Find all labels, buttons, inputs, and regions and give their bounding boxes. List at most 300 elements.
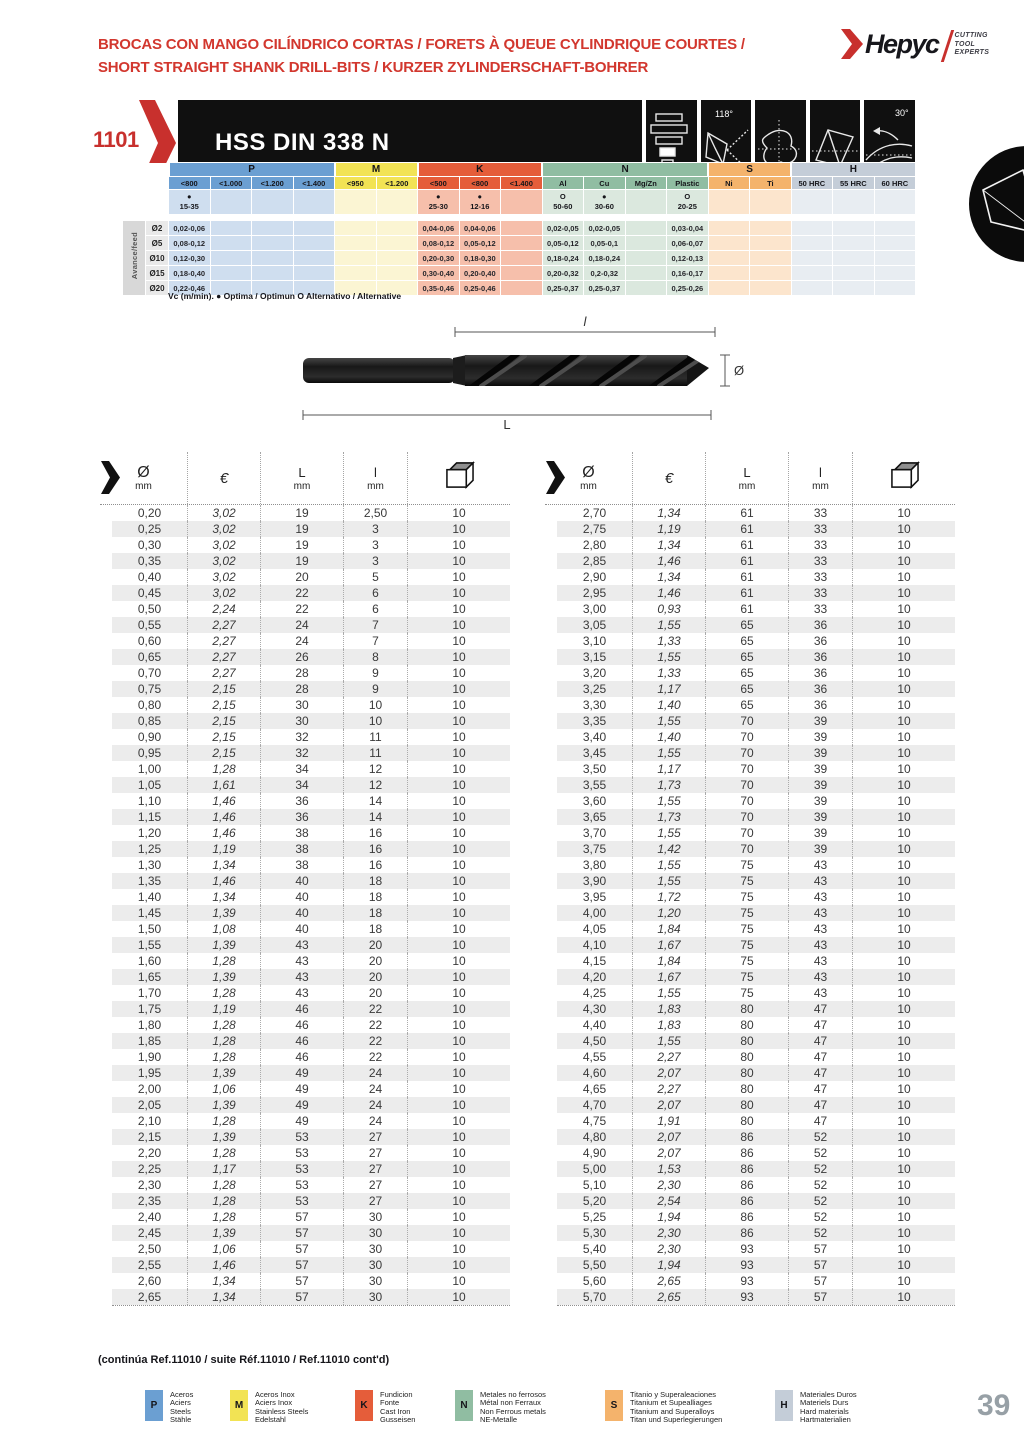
cell: 16	[343, 841, 407, 857]
cell: 46	[260, 1033, 343, 1049]
table-row	[557, 825, 955, 841]
cell: 2,30	[632, 1225, 705, 1241]
feed-value-cell: 0,25-0,37	[584, 281, 626, 296]
cell: 1,34	[632, 569, 705, 585]
cell: 34	[260, 777, 343, 793]
material-subheader: Plastic	[667, 177, 709, 190]
feed-value-cell: 0,25-0,37	[542, 281, 584, 296]
cell: 1,46	[187, 809, 260, 825]
table-row	[112, 1017, 510, 1033]
catalog-header	[100, 452, 510, 505]
cell: 1,55	[632, 617, 705, 633]
cell: 1,28	[187, 953, 260, 969]
cell: 57	[788, 1241, 852, 1257]
cell: 2,15	[187, 745, 260, 761]
table-row	[112, 1129, 510, 1145]
cell: 10	[852, 505, 955, 521]
cell: 10	[852, 1129, 955, 1145]
vc-marker: ●	[477, 192, 483, 201]
total-length-label: L	[503, 417, 511, 430]
vc-cell	[708, 190, 750, 215]
cell: 93	[705, 1273, 788, 1289]
feed-value-cell	[252, 221, 294, 236]
legend-line: Hard materials	[800, 1406, 849, 1416]
legend-text	[480, 1390, 546, 1424]
cell: 9	[343, 681, 407, 697]
vc-cell	[584, 190, 626, 215]
feed-value-cell: 0,18-0,40	[169, 266, 211, 281]
cell: 4,60	[582, 1066, 607, 1080]
cell: 1,20	[632, 905, 705, 921]
cell: 1,28	[187, 1177, 260, 1193]
table-row	[112, 1161, 510, 1177]
cell: 57	[788, 1289, 852, 1305]
table-row	[557, 921, 955, 937]
feed-value-cell: 0,08-0,12	[418, 236, 460, 251]
cell: 65	[705, 649, 788, 665]
cell: 10	[852, 633, 955, 649]
feed-value-cell	[210, 251, 252, 266]
cell: 10	[852, 841, 955, 857]
material-data-row	[123, 266, 916, 281]
cell: 30	[343, 1209, 407, 1225]
table-row	[557, 1097, 955, 1113]
vc-cell	[252, 190, 294, 215]
legend-line: Cast Iron	[380, 1406, 411, 1416]
cell: 4,05	[582, 922, 607, 936]
cell: 1,39	[187, 905, 260, 921]
drill-diagram	[295, 316, 747, 435]
material-subheader: 50 HRC	[791, 177, 833, 190]
cell: 2,85	[582, 554, 607, 568]
cell: 1,55	[632, 1033, 705, 1049]
feed-value-cell	[874, 281, 916, 296]
col-header-total-length	[705, 452, 788, 504]
vc-value: 12-16	[470, 202, 490, 211]
vc-value: 25-30	[428, 202, 448, 211]
table-row	[112, 537, 510, 553]
cell: 1,60	[137, 954, 162, 968]
cell: 2,27	[187, 665, 260, 681]
table-row	[112, 633, 510, 649]
cell: 10	[407, 537, 510, 553]
feed-value-cell: 0,22-0,46	[169, 281, 211, 296]
cell: 70	[705, 777, 788, 793]
cell: 70	[705, 713, 788, 729]
legend-line: Stähle	[170, 1414, 192, 1424]
table-row	[557, 985, 955, 1001]
table-row	[112, 1049, 510, 1065]
col-header-sub: mm	[738, 481, 756, 492]
cell: 30	[260, 697, 343, 713]
cell: 1,45	[137, 906, 162, 920]
cell: 46	[260, 1001, 343, 1017]
table-row	[557, 905, 955, 921]
table-row	[112, 905, 510, 921]
legend	[0, 1390, 1024, 1434]
cell: 1,28	[187, 1017, 260, 1033]
feed-value-cell	[293, 251, 335, 266]
cell: 39	[788, 809, 852, 825]
cell: 10	[407, 1113, 510, 1129]
cell: 10	[852, 713, 955, 729]
cell: 10	[852, 761, 955, 777]
cell: 1,28	[187, 1145, 260, 1161]
cell: 10	[407, 873, 510, 889]
cell: 3,55	[582, 778, 607, 792]
material-group-header: H	[791, 163, 916, 177]
legend-text	[800, 1390, 857, 1424]
feed-value-cell	[874, 221, 916, 236]
material-subheader: <800	[169, 177, 211, 190]
diameter-row-label: Ø20	[146, 281, 169, 296]
cell: 20	[343, 985, 407, 1001]
cell: 33	[788, 537, 852, 553]
table-row	[557, 969, 955, 985]
table-row	[557, 697, 955, 713]
table-row	[557, 953, 955, 969]
cell: 1,10	[137, 794, 162, 808]
cell: 3,80	[582, 858, 607, 872]
cell: 0,60	[137, 634, 162, 648]
cell: 2,27	[187, 633, 260, 649]
table-row	[112, 777, 510, 793]
cell: 10	[852, 1049, 955, 1065]
vc-footnote: Vc (m/min). ● Optima / Optimun O Alternativo / Alternative	[168, 291, 402, 301]
cell: 5,20	[582, 1194, 607, 1208]
cell: 2,05	[137, 1098, 162, 1112]
cell: 1,94	[632, 1257, 705, 1273]
cell: 2,55	[137, 1258, 162, 1272]
table-row	[112, 697, 510, 713]
feed-value-cell	[625, 236, 667, 251]
catalog-table-left	[100, 452, 510, 1306]
feed-value-cell: 0,20-0,40	[459, 266, 501, 281]
cell: 3,40	[582, 730, 607, 744]
cell: 4,90	[582, 1146, 607, 1160]
feed-value-cell	[252, 251, 294, 266]
cell: 39	[788, 793, 852, 809]
feed-value-cell: 0,12-0,13	[667, 251, 709, 266]
vc-cell	[418, 190, 460, 215]
legend-line: Fonte	[380, 1398, 400, 1408]
cell: 43	[788, 985, 852, 1001]
feed-value-cell	[708, 281, 750, 296]
cell: 10	[852, 1113, 955, 1129]
feed-value-cell: 0,18-0,24	[542, 251, 584, 266]
cell: 2,30	[632, 1177, 705, 1193]
table-row	[112, 1033, 510, 1049]
cell: 2,50	[343, 505, 407, 521]
cell: 1,91	[632, 1113, 705, 1129]
product-name: HSS DIN 338 N	[215, 129, 390, 156]
cell: 1,84	[632, 953, 705, 969]
material-subheader: <800	[459, 177, 501, 190]
vc-marker: ●	[436, 192, 441, 201]
table-row	[557, 793, 955, 809]
feed-value-cell	[335, 251, 377, 266]
cell: 10	[852, 617, 955, 633]
table-row	[112, 953, 510, 969]
cell: 43	[788, 937, 852, 953]
cell: 10	[852, 649, 955, 665]
cell: 10	[852, 1065, 955, 1081]
cell: 10	[852, 1001, 955, 1017]
package-cube-icon	[888, 461, 921, 495]
cell: 5	[343, 569, 407, 585]
cell: 0,50	[137, 602, 162, 616]
cell: 8	[343, 649, 407, 665]
cell: 10	[407, 953, 510, 969]
cell: 22	[343, 1017, 407, 1033]
cell: 70	[705, 729, 788, 745]
legend-line: Steels	[170, 1406, 191, 1416]
cell: 5,40	[582, 1242, 607, 1256]
cell: 75	[705, 905, 788, 921]
material-vc-row	[123, 190, 916, 215]
cell: 3,02	[187, 521, 260, 537]
table-row	[557, 1257, 955, 1273]
legend-line: Aciers Inox	[255, 1398, 293, 1408]
cell: 6	[343, 601, 407, 617]
cell: 2,27	[632, 1049, 705, 1065]
drill-shank	[303, 358, 455, 383]
cell: 61	[705, 601, 788, 617]
cell: 2,95	[582, 586, 607, 600]
cell: 2,10	[137, 1114, 162, 1128]
table-row	[557, 1129, 955, 1145]
material-subheader: <500	[418, 177, 460, 190]
vc-cell	[791, 190, 833, 215]
legend-line: Non Ferrous metals	[480, 1406, 546, 1416]
feed-value-cell: 0,20-0,32	[542, 266, 584, 281]
cell: 1,28	[187, 985, 260, 1001]
cell: 3	[343, 537, 407, 553]
cell: 10	[407, 729, 510, 745]
legend-line: Titanium et Supealliages	[630, 1398, 712, 1408]
legend-line: Aciers	[170, 1398, 191, 1408]
cell: 70	[705, 761, 788, 777]
cell: 47	[788, 1081, 852, 1097]
cell: 57	[260, 1273, 343, 1289]
cell: 0,70	[137, 666, 162, 680]
cell: 36	[788, 617, 852, 633]
cell: 10	[852, 665, 955, 681]
legend-line: Stainless Steels	[255, 1406, 309, 1416]
cell: 2,24	[187, 601, 260, 617]
cell: 33	[788, 569, 852, 585]
table-row	[557, 761, 955, 777]
cell: 10	[407, 521, 510, 537]
cell: 39	[788, 825, 852, 841]
cell: 86	[705, 1145, 788, 1161]
cell: 1,25	[137, 842, 162, 856]
cell: 49	[260, 1097, 343, 1113]
cell: 4,70	[582, 1098, 607, 1112]
table-row	[557, 553, 955, 569]
table-row	[557, 889, 955, 905]
table-row	[112, 793, 510, 809]
diameter-label: Ø	[734, 363, 745, 378]
table-row	[112, 1273, 510, 1289]
cell: 10	[407, 1033, 510, 1049]
cell: 1,70	[137, 986, 162, 1000]
cell: 53	[260, 1145, 343, 1161]
cell: 0,25	[137, 522, 162, 536]
cell: 10	[852, 729, 955, 745]
table-row	[112, 1177, 510, 1193]
cell: 2,15	[187, 713, 260, 729]
cell: 36	[260, 793, 343, 809]
feed-value-cell: 0,2-0,32	[584, 266, 626, 281]
spacer-cell	[123, 177, 169, 190]
feed-value-cell: 0,08-0,12	[169, 236, 211, 251]
col-header-main: €	[219, 469, 229, 487]
cell: 1,17	[632, 761, 705, 777]
cell: 10	[407, 937, 510, 953]
table-row	[557, 1241, 955, 1257]
cell: 1,28	[187, 761, 260, 777]
cell: 2,27	[632, 1081, 705, 1097]
cell: 10	[407, 569, 510, 585]
cell: 10	[407, 761, 510, 777]
cell: 80	[705, 1049, 788, 1065]
cell: 93	[705, 1241, 788, 1257]
cell: 1,72	[632, 889, 705, 905]
cell: 10	[407, 809, 510, 825]
cell: 10	[852, 809, 955, 825]
table-row	[557, 937, 955, 953]
cell: 1,55	[632, 649, 705, 665]
cell: 57	[788, 1273, 852, 1289]
cell: 10	[852, 921, 955, 937]
cell: 10	[852, 1033, 955, 1049]
cell: 10	[852, 1145, 955, 1161]
cell: 3,95	[582, 890, 607, 904]
cell: 5,00	[582, 1162, 607, 1176]
cell: 10	[407, 1193, 510, 1209]
table-row	[112, 1081, 510, 1097]
cell: 24	[260, 617, 343, 633]
feed-value-cell: 0,05-0,12	[459, 236, 501, 251]
col-header-sub: mm	[580, 481, 597, 492]
cell: 80	[705, 1065, 788, 1081]
vc-cell	[335, 190, 377, 215]
cell: 4,65	[582, 1082, 607, 1096]
cell: 10	[407, 1145, 510, 1161]
table-row	[557, 505, 955, 521]
cell: 1,39	[187, 969, 260, 985]
table-row	[112, 857, 510, 873]
table-row	[557, 1145, 955, 1161]
legend-text	[380, 1390, 415, 1424]
cell: 1,80	[137, 1018, 162, 1032]
cell: 47	[788, 1065, 852, 1081]
cell: 1,34	[632, 505, 705, 521]
cell: 61	[705, 537, 788, 553]
cell: 10	[852, 953, 955, 969]
cell: 1,20	[137, 826, 162, 840]
page-title-line2: SHORT STRAIGHT SHANK DRILL-BITS / KURZER ZYLINDERSCHAFT-BOHRER	[98, 59, 649, 76]
col-header-main: Ø	[582, 464, 595, 481]
cell: 53	[260, 1129, 343, 1145]
cell: 0,80	[137, 698, 162, 712]
cell: 10	[852, 681, 955, 697]
cell: 20	[343, 953, 407, 969]
feed-value-cell	[625, 251, 667, 266]
cell: 30	[343, 1289, 407, 1305]
cell: 57	[260, 1257, 343, 1273]
cell: 46	[260, 1017, 343, 1033]
cell: 3,70	[582, 826, 607, 840]
cell: 75	[705, 969, 788, 985]
cell: 10	[852, 745, 955, 761]
vc-cell	[625, 190, 667, 215]
table-row	[557, 633, 955, 649]
feed-value-cell: 0,06-0,07	[667, 236, 709, 251]
logo-brand: Hepyc	[865, 29, 939, 59]
feed-value-cell	[874, 236, 916, 251]
feed-value-cell	[791, 266, 833, 281]
cell: 43	[788, 873, 852, 889]
feed-value-cell	[210, 221, 252, 236]
legend-line: Fundicion	[380, 1390, 413, 1399]
cell: 0,90	[137, 730, 162, 744]
col-header-main: L	[743, 465, 751, 480]
feed-value-cell	[833, 221, 875, 236]
cell: 10	[407, 681, 510, 697]
vc-cell	[210, 190, 252, 215]
vc-cell	[833, 190, 875, 215]
table-row	[112, 505, 510, 521]
table-row	[112, 649, 510, 665]
cell: 1,67	[632, 969, 705, 985]
material-data-row	[123, 251, 916, 266]
continuation-rest: suite Réf.11010 / Ref.11010 cont'd)	[210, 1354, 390, 1366]
cell: 1,67	[632, 937, 705, 953]
cell: 1,55	[632, 825, 705, 841]
material-subheader: <1.200	[252, 177, 294, 190]
cell: 43	[788, 953, 852, 969]
col-header-flute-length	[788, 452, 852, 504]
table-row	[557, 777, 955, 793]
cell: 52	[788, 1193, 852, 1209]
cell: 10	[407, 633, 510, 649]
cell: 1,39	[187, 1097, 260, 1113]
table-row	[557, 1177, 955, 1193]
feed-value-cell: 0,20-0,30	[418, 251, 460, 266]
cell: 93	[705, 1289, 788, 1305]
cell: 10	[407, 585, 510, 601]
material-subheader: Al	[542, 177, 584, 190]
legend-item	[605, 1390, 722, 1424]
cell: 1,94	[632, 1209, 705, 1225]
cell: 86	[705, 1193, 788, 1209]
feed-value-cell: 0,02-0,05	[542, 221, 584, 236]
cell: 3,15	[582, 650, 607, 664]
cell: 10	[852, 1081, 955, 1097]
feed-value-cell	[874, 251, 916, 266]
cell: 1,46	[187, 873, 260, 889]
cell: 2,50	[137, 1242, 162, 1256]
table-row	[557, 601, 955, 617]
cell: 2,15	[187, 697, 260, 713]
cell: 61	[705, 521, 788, 537]
table-row	[112, 1097, 510, 1113]
cell: 7	[343, 617, 407, 633]
cell: 49	[260, 1113, 343, 1129]
cell: 22	[260, 601, 343, 617]
